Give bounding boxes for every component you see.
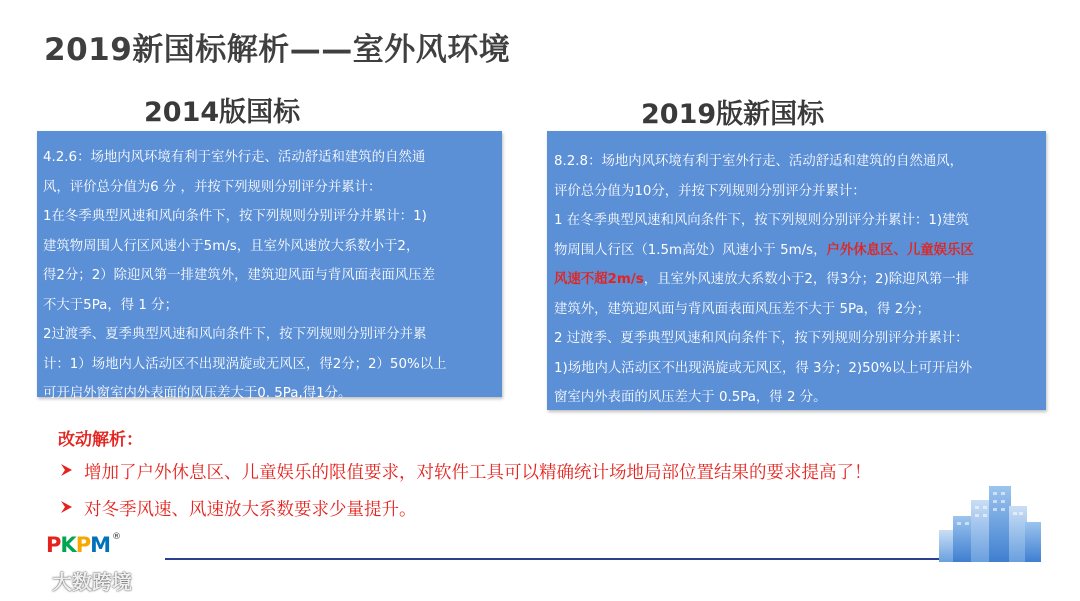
clause-line: 1 在冬季典型风速和风向条件下，按下列规则分别评分并累计：1)建筑 xyxy=(554,213,969,228)
analysis-text: 增加了户外休息区、儿童娱乐的限值要求，对软件工具可以精确统计场地局部位置结果的要求提高了！ xyxy=(84,463,872,483)
clause-line: 得2分；2）除迎风第一排建筑外，建筑迎风面与背风面表面风压差 xyxy=(43,268,435,283)
analysis-label: 改动解析： xyxy=(58,430,143,450)
standard-2014-box xyxy=(37,131,502,401)
clause-line: 计：1）场地内人活动区不出现涡旋或无风区，得2分；2）50%以上 xyxy=(43,356,447,372)
watermark xyxy=(10,565,132,595)
clause-text: ，且室外风速放大系数小于2，得3分；2)除迎风第一排 xyxy=(643,272,970,287)
standard-2019-box xyxy=(547,131,1046,410)
highlight-new-requirement: 户外休息区、儿童娱乐区 xyxy=(826,242,974,258)
clause-line: 8.2.8：场地内风环境有利于室外行走、活动舒适和建筑的自然通风， xyxy=(554,154,964,169)
clause-line: 1在冬季典型风速和风向条件下，按下列规则分别评分并累计：1) xyxy=(43,209,427,224)
pkpm-logo: PKPM ® xyxy=(46,532,121,557)
analysis-bullet xyxy=(58,496,417,521)
clause-line: 可开启外窗室内外表面的风压差大于0. 5Pa,得1分。 xyxy=(43,386,352,401)
clause-line: 窗室内外表面的风压差大于 0.5Pa，得 2 分。 xyxy=(554,390,827,405)
clause-line: 4.2.6：场地内风环境有利于室外行走、活动舒适和建筑的自然通 xyxy=(43,150,426,165)
city-buildings-icon xyxy=(935,478,1045,562)
analysis-text: 对冬季风速、风速放大系数要求少量提升。 xyxy=(84,500,417,520)
arrow-bullet-icon xyxy=(58,499,78,519)
arrow-bullet-icon xyxy=(58,462,78,482)
clause-line: 风，评价总分值为6 分 ，并按下列规则分别评分并累计： xyxy=(43,179,382,195)
clause-line: 评价总分值为10分，并按下列规则分别评分并累计： xyxy=(554,183,866,199)
clause-line: 不大于5Pa，得 1 分； xyxy=(43,297,178,313)
right-heading: 2019版新国标 xyxy=(641,99,825,130)
weibo-eye-icon xyxy=(10,567,46,593)
clause-line: 建筑物周围人行区风速小于5m/s，且室外风速放大系数小于2， xyxy=(43,238,420,254)
clause-line: 2过渡季、夏季典型风速和风向条件下，按下列规则分别评分并累 xyxy=(43,327,427,342)
watermark-text: 大数跨境 xyxy=(52,569,132,594)
clause-line: 1)场地内人活动区不出现涡旋或无风区，得 3分；2)50%以上可开启外 xyxy=(554,360,973,376)
footer-divider xyxy=(165,558,940,560)
clause-text: 物周围人行区（1.5m高处）风速小于 5m/s， xyxy=(554,242,827,258)
page-title: 2019新国标解析——室外风环境 xyxy=(44,32,511,68)
left-heading: 2014版国标 xyxy=(144,97,301,128)
clause-line xyxy=(554,265,1046,295)
clause-line: 2 过渡季、夏季典型风速和风向条件下，按下列规则分别评分并累计： xyxy=(554,331,969,346)
clause-line: 建筑外，建筑迎风面与背风面表面风压差不大于 5Pa，得 2分； xyxy=(554,301,930,317)
analysis-bullet xyxy=(58,459,872,484)
highlight-new-limit: 风速不超2m/s xyxy=(554,272,644,287)
clause-line xyxy=(554,236,1046,266)
